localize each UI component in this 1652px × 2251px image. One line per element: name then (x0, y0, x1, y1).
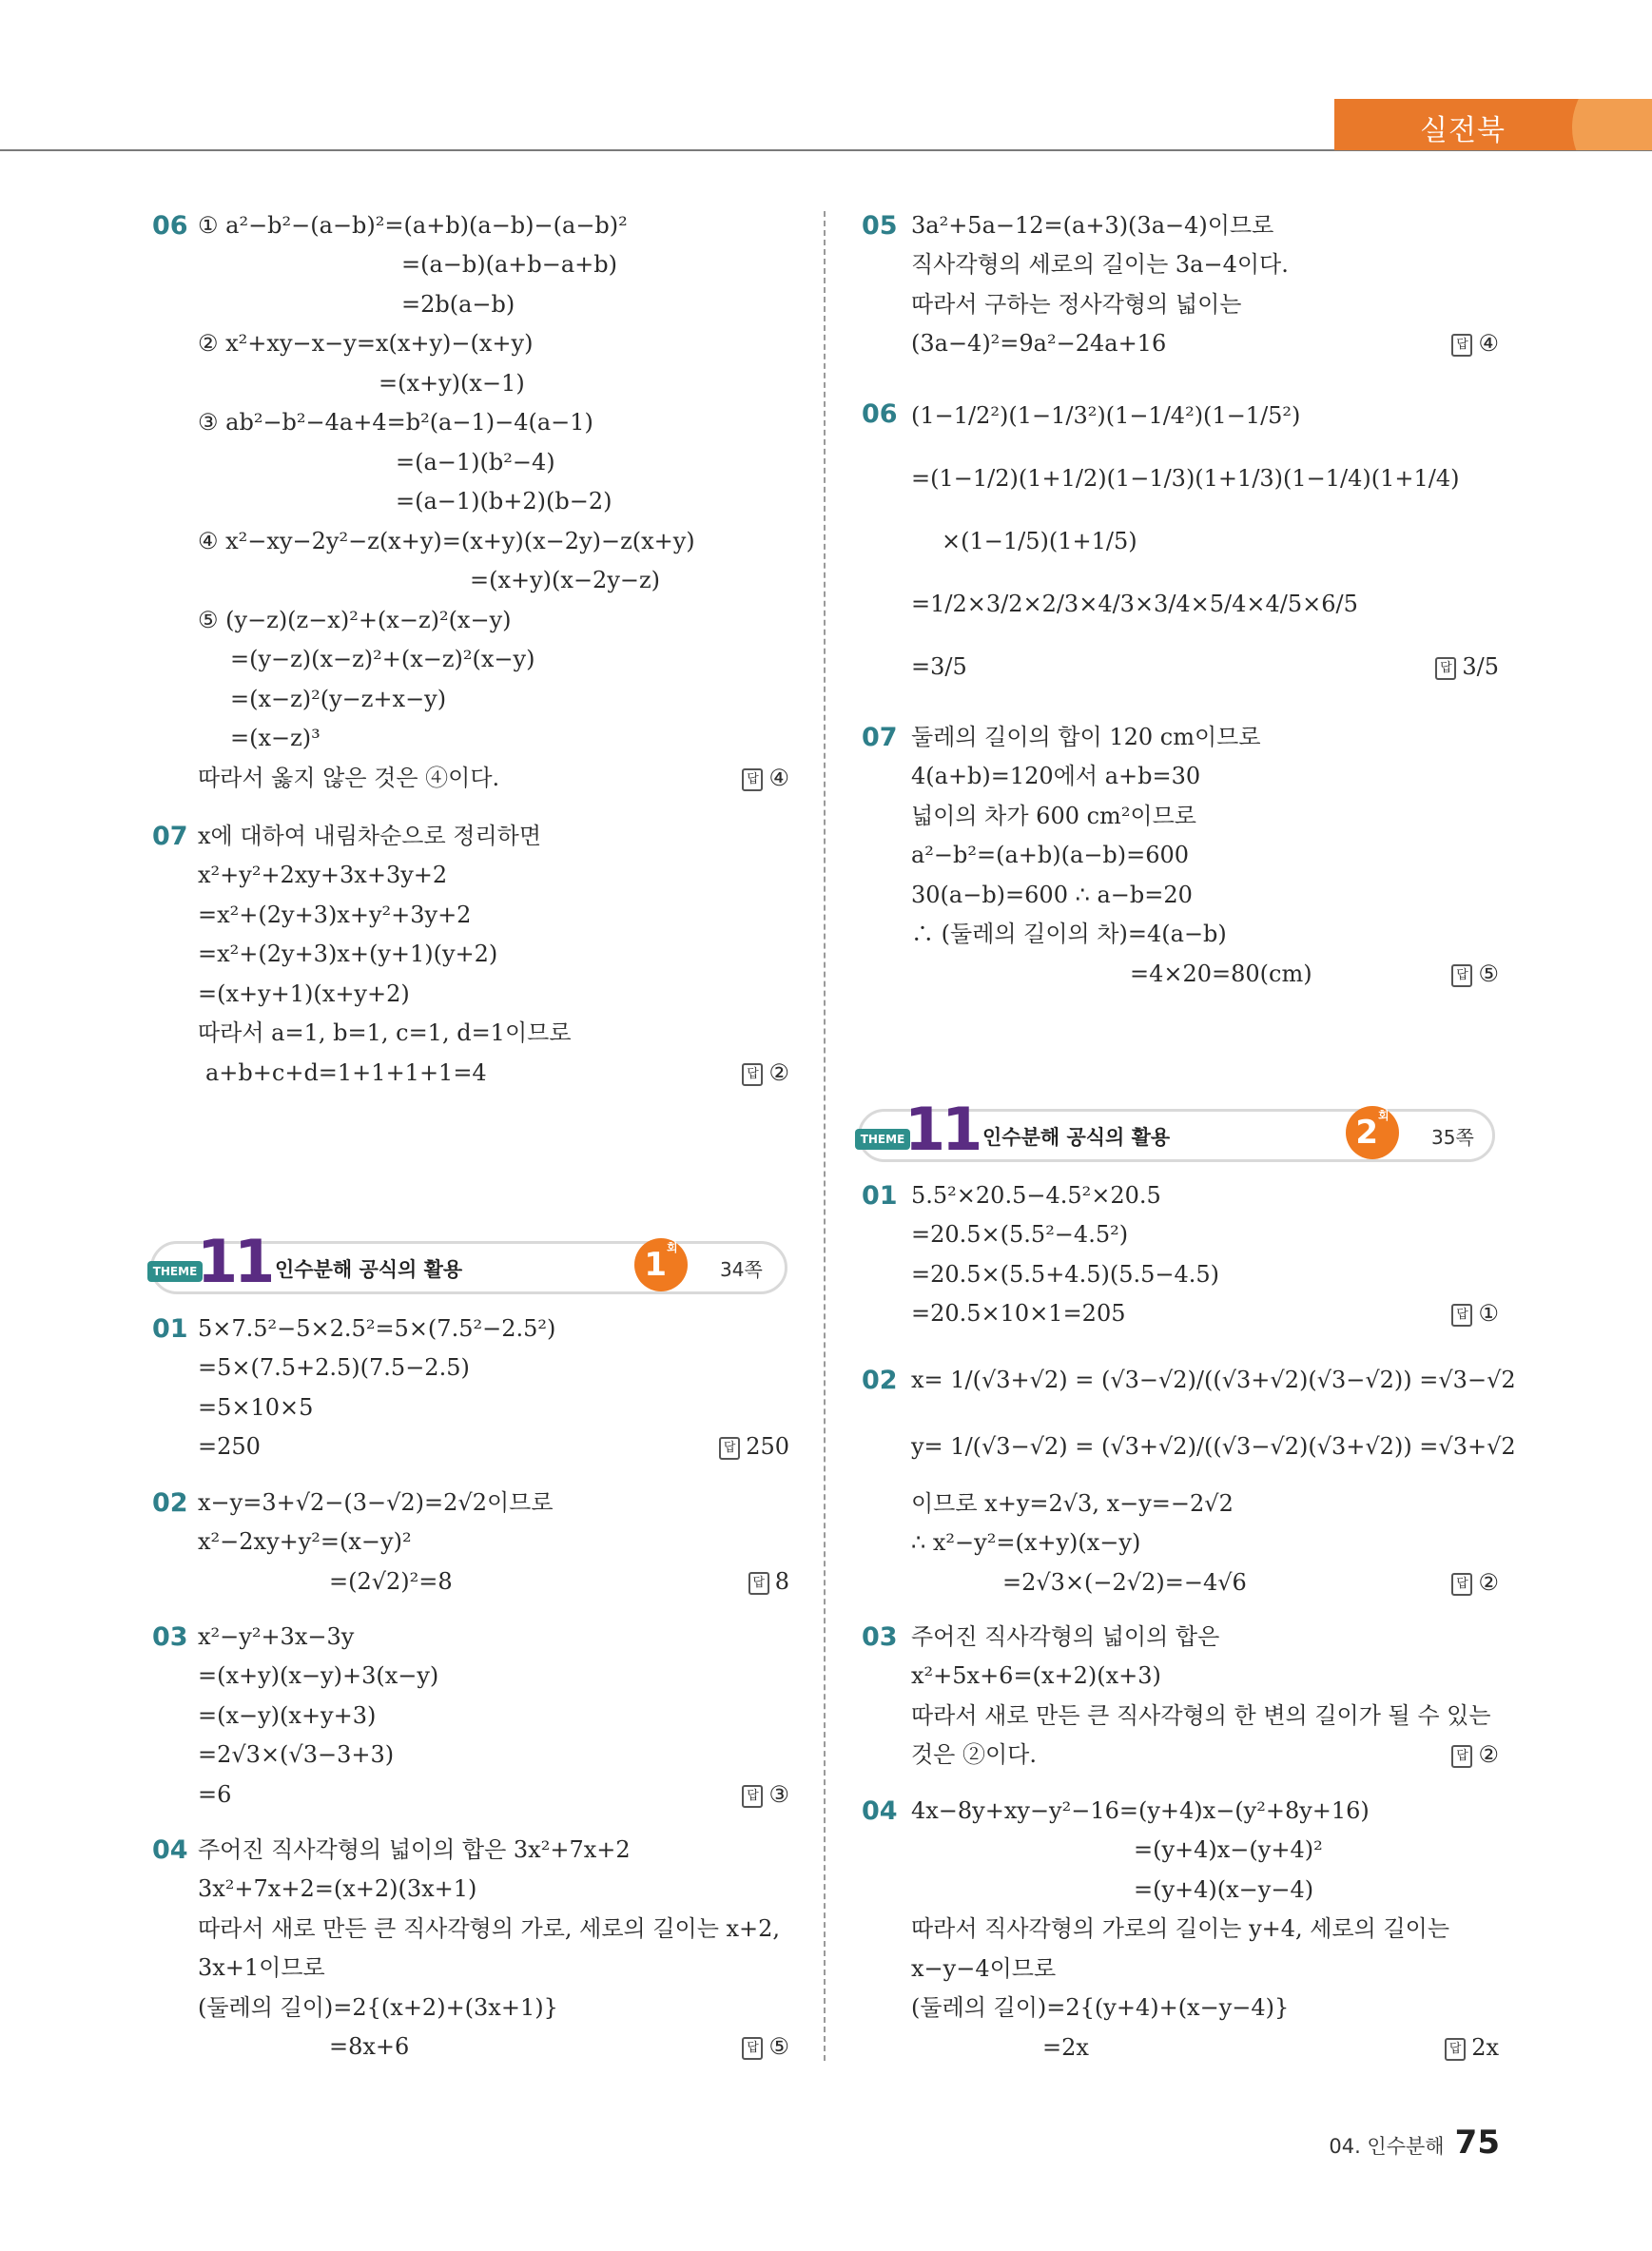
solution-line: x= 1/(√3+√2) = (√3−√2)/((√3+√2)(√3−√2)) =√3−√2 (911, 1367, 1516, 1393)
solution-line: =1/2×3/2×2/3×4/3×3/4×5/4×4/5×6/5 (911, 591, 1358, 617)
theme-chip: THEME (147, 1261, 203, 1282)
answer: 답 ⑤ (742, 2032, 789, 2061)
solution-line: ③ ab²−b²−4a+4=b²(a−1)−4(a−1) (198, 409, 593, 436)
solution-line: x²+5x+6=(x+2)(x+3) (911, 1662, 1161, 1689)
section-label: 04. 인수분해 (1329, 2135, 1445, 2158)
answer: 답 ① (1451, 1299, 1499, 1328)
solution-line: =(x+y)(x−y)+3(x−y) (198, 1662, 439, 1689)
solution-line: =8x+6 (329, 2033, 410, 2060)
solution-line: =6 (198, 1781, 232, 1808)
problem-number: 01 (862, 1181, 898, 1211)
answer-icon: 답 (1451, 964, 1472, 987)
theme-number: 11 (904, 1095, 980, 1164)
problem-number: 03 (152, 1622, 188, 1652)
solution-line: =4×20=80(cm) (1130, 961, 1312, 987)
tab-decoration (1572, 99, 1652, 150)
solution-line: 따라서 a=1, b=1, c=1, d=1이므로 (198, 1019, 572, 1046)
solution-line: =(a−1)(b²−4) (396, 449, 555, 475)
answer-icon: 답 (742, 2037, 763, 2060)
solution-line: x에 대하여 내림차순으로 정리하면 (198, 823, 541, 849)
solution-line: (1−1/2²)(1−1/3²)(1−1/4²)(1−1/5²) (911, 402, 1301, 429)
answer: 답 2x (1445, 2033, 1499, 2062)
solution-line: ① a²−b²−(a−b)²=(a+b)(a−b)−(a−b)² (198, 212, 628, 239)
answer-icon: 답 (1451, 1573, 1472, 1596)
page-number: 75 (1454, 2124, 1500, 2162)
solution-line: =(x−y)(x+y+3) (198, 1702, 377, 1729)
solution-line: x²−y²+3x−3y (198, 1623, 355, 1650)
theme-chip: THEME (855, 1129, 910, 1150)
answer: 답 ② (742, 1058, 789, 1087)
answer-icon: 답 (1435, 657, 1456, 680)
solution-line: =2√3×(−2√2)=−4√6 (1002, 1569, 1247, 1596)
problem-number: 02 (862, 1366, 898, 1395)
answer: 답 ② (1451, 1568, 1499, 1597)
solution-line: 이므로 x+y=2√3, x−y=−2√2 (911, 1490, 1234, 1517)
solution-line: 따라서 직사각형의 가로의 길이는 y+4, 세로의 길이는 (911, 1915, 1450, 1942)
answer-icon: 답 (1451, 1745, 1472, 1768)
solution-line: 4x−8y+xy−y²−16=(y+4)x−(y²+8y+16) (911, 1797, 1370, 1824)
solution-line: =(x+y+1)(x+y+2) (198, 980, 410, 1007)
solution-line: =(y+4)(x−y−4) (1134, 1876, 1314, 1903)
solution-line: 4(a+b)=120에서 a+b=30 (911, 763, 1201, 789)
theme-number: 11 (197, 1227, 272, 1296)
solution-line: 3x+1이므로 (198, 1954, 325, 1981)
solution-line: =x²+(2y+3)x+y²+3y+2 (198, 902, 472, 928)
book-label: 실전북 (1420, 114, 1506, 147)
solution-line: (3a−4)²=9a²−24a+16 (911, 330, 1167, 357)
solution-line: (둘레의 길이)=2{(y+4)+(x−y−4)} (911, 1994, 1290, 2021)
round-badge: $2^회$ (1346, 1106, 1399, 1159)
solution-line: (둘레의 길이)=2{(x+2)+(3x+1)} (198, 1994, 558, 2021)
solution-line: x−y=3+√2−(3−√2)=2√2이므로 (198, 1489, 554, 1516)
solution-line: 3a²+5a−12=(a+3)(3a−4)이므로 (911, 212, 1274, 239)
answer: 답 ⑤ (1451, 960, 1499, 988)
answer-icon: 답 (742, 1785, 763, 1808)
round-badge: $1^회$ (634, 1238, 688, 1291)
solution-line: 5×7.5²−5×2.5²=5×(7.5²−2.5²) (198, 1315, 556, 1342)
solution-line: 직사각형의 세로의 길이는 3a−4이다. (911, 251, 1289, 278)
solution-line: x−y−4이므로 (911, 1955, 1057, 1982)
solution-line: =(1−1/2)(1+1/2)(1−1/3)(1+1/3)(1−1/4)(1+1/4) (911, 465, 1460, 492)
solution-line: =2x (1042, 2034, 1089, 2061)
solution-line: =(y+4)x−(y+4)² (1134, 1836, 1323, 1863)
solution-line: ×(1−1/5)(1+1/5) (942, 528, 1137, 554)
solution-line: =2√3×(√3−3+3) (198, 1741, 395, 1768)
solution-line: =20.5×(5.5²−4.5²) (911, 1221, 1129, 1248)
solution-line: ② x²+xy−x−y=x(x+y)−(x+y) (198, 330, 534, 357)
answer: 답 250 (719, 1432, 789, 1461)
problem-number: 02 (152, 1488, 188, 1518)
solution-line: =(x+y)(x−2y−z) (470, 567, 660, 593)
answer-icon: 답 (1445, 2038, 1466, 2061)
solution-line: a²−b²=(a+b)(a−b)=600 (911, 842, 1190, 868)
solution-line: =(x−z)²(y−z+x−y) (230, 686, 447, 712)
problem-number: 06 (152, 211, 188, 241)
answer: 답 ② (1451, 1740, 1499, 1769)
answer-icon: 답 (1451, 334, 1472, 357)
theme-header-2 (858, 1095, 1495, 1164)
problem-number: 07 (152, 822, 188, 851)
answer-icon: 답 (742, 1063, 763, 1086)
solution-line: ④ x²−xy−2y²−z(x+y)=(x+y)(x−2y)−z(x+y) (198, 528, 695, 554)
solution-line: ∴ (둘레의 길이의 차)=4(a−b) (911, 921, 1227, 947)
page-footer (1329, 2124, 1500, 2162)
solution-line: =20.5×10×1=205 (911, 1300, 1126, 1327)
solution-line: a+b+c+d=1+1+1+1=4 (205, 1059, 487, 1086)
solution-line: 둘레의 길이의 합이 120 cm이므로 (911, 724, 1261, 750)
problem-number: 06 (862, 399, 898, 429)
answer-icon: 답 (719, 1437, 740, 1460)
solution-line: =(x+y)(x−1) (379, 370, 525, 397)
solution-line: 주어진 직사각형의 넓이의 합은 (911, 1623, 1220, 1650)
solution-line: =(y−z)(x−z)²+(x−z)²(x−y) (230, 646, 535, 672)
solution-line: x²−2xy+y²=(x−y)² (198, 1528, 412, 1555)
theme-page: 34쪽 (720, 1258, 763, 1281)
column-divider (824, 211, 826, 2061)
answer-icon: 답 (748, 1572, 769, 1595)
solution-line: 것은 ②이다. (911, 1741, 1037, 1768)
theme-page: 35쪽 (1431, 1126, 1474, 1149)
solution-line: 30(a−b)=600 ∴ a−b=20 (911, 882, 1193, 908)
solution-line: =250 (198, 1433, 261, 1460)
solution-line: 넓이의 차가 600 cm²이므로 (911, 803, 1196, 829)
solution-line: =(x−z)³ (230, 725, 321, 751)
theme-title: 인수분해 공식의 활용 (982, 1126, 1171, 1149)
theme-header-1 (150, 1227, 787, 1296)
solution-line: 따라서 새로 만든 큰 직사각형의 한 변의 길이가 될 수 있는 (911, 1702, 1491, 1729)
solution-line: ⑤ (y−z)(z−x)²+(x−z)²(x−y) (198, 607, 512, 633)
solution-line: 3x²+7x+2=(x+2)(3x+1) (198, 1875, 477, 1902)
problem-number: 04 (862, 1796, 898, 1826)
solution-line: 따라서 옳지 않은 것은 ④이다. (198, 765, 500, 791)
answer-icon: 답 (742, 768, 763, 791)
answer: 답 ③ (742, 1780, 789, 1809)
problem-number: 04 (152, 1835, 188, 1865)
solution-line: =3/5 (911, 653, 967, 680)
solution-line: 따라서 구하는 정사각형의 넓이는 (911, 291, 1242, 318)
answer-icon: 답 (1451, 1304, 1472, 1327)
solution-line: 따라서 새로 만든 큰 직사각형의 가로, 세로의 길이는 x+2, (198, 1915, 781, 1942)
problem-number: 01 (152, 1314, 188, 1344)
problem-number: 07 (862, 723, 898, 752)
solution-line: =5×10×5 (198, 1394, 314, 1421)
solution-line: x²+y²+2xy+3x+3y+2 (198, 862, 448, 888)
solution-line: 5.5²×20.5−4.5²×20.5 (911, 1182, 1161, 1209)
solution-line: =5×(7.5+2.5)(7.5−2.5) (198, 1354, 470, 1381)
problem-number: 05 (862, 211, 898, 241)
problem-number: 03 (862, 1622, 898, 1652)
solution-line: =20.5×(5.5+4.5)(5.5−4.5) (911, 1261, 1219, 1288)
solution-line: =(2√2)²=8 (329, 1568, 453, 1595)
solution-line: =(a−b)(a+b−a+b) (401, 251, 618, 278)
answer: 답 ④ (1451, 329, 1499, 358)
answer: 답 8 (748, 1567, 789, 1596)
solution-line: ∴ x²−y²=(x+y)(x−y) (911, 1529, 1141, 1556)
book-tab (1334, 99, 1652, 150)
answer: 답 ④ (742, 764, 789, 792)
theme-title: 인수분해 공식의 활용 (275, 1258, 463, 1281)
solution-line: y= 1/(√3−√2) = (√3+√2)/((√3−√2)(√3+√2)) =√3+√2 (911, 1433, 1516, 1460)
answer: 답 3/5 (1435, 652, 1499, 681)
solution-line: =x²+(2y+3)x+(y+1)(y+2) (198, 941, 498, 967)
solution-line: =(a−1)(b+2)(b−2) (396, 488, 612, 514)
solution-line: =2b(a−b) (401, 291, 515, 318)
solution-line: 주어진 직사각형의 넓이의 합은 3x²+7x+2 (198, 1836, 631, 1863)
